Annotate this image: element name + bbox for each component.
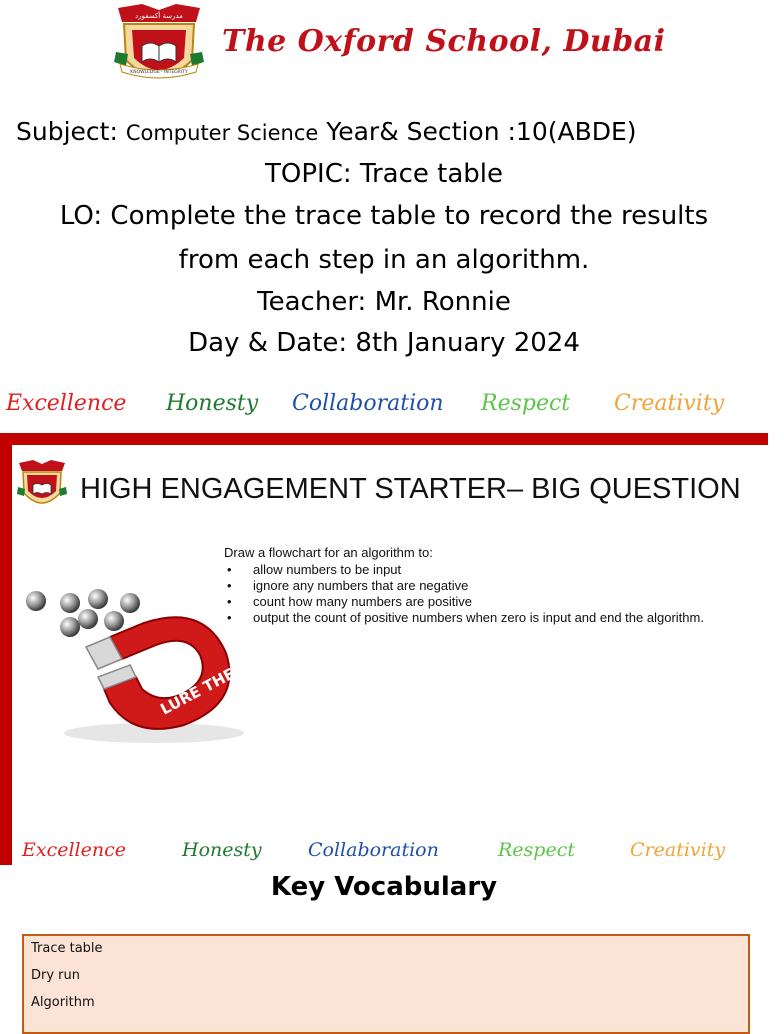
crest-banner-text: KNOWLEDGE · INTEGRITY [130,70,188,75]
list-item [224,562,764,578]
starter-slide-title: HIGH ENGAGEMENT STARTER– BIG QUESTION [80,473,741,505]
date-line: Day & Date: 8th January 2024 [188,328,580,358]
value-honesty: Honesty [182,839,262,861]
value-respect: Respect [498,839,575,861]
task-item-text: allow numbers to be input [253,562,402,577]
topic-line: TOPIC: Trace table [265,159,503,189]
value-respect: Respect [481,391,571,416]
task-intro: Draw a flowchart for an algorithm to: [224,545,433,560]
subject-label: Subject: [16,117,118,146]
value-excellence: Excellence [22,839,126,861]
task-description [224,545,764,626]
school-crest-small-icon [16,459,68,515]
school-values-row [0,391,768,425]
list-item [224,610,764,626]
school-name: The Oxford School, Dubai [222,24,666,59]
task-list [224,562,764,626]
starter-values-row [12,837,768,865]
list-item: Trace table [31,941,103,956]
subject-line [16,116,784,149]
list-item: Dry run [31,968,81,983]
magnet-icon [14,593,272,753]
list-item: Algorithm [31,995,95,1010]
vocabulary-title: Key Vocabulary [270,872,498,902]
value-collaboration: Collaboration [308,839,439,861]
bullet: • [227,578,232,593]
task-item-text: count how many numbers are positive [253,594,472,609]
bullet: • [227,610,232,625]
bullet: • [227,594,232,609]
value-creativity: Creativity [630,839,726,861]
list-item [224,578,764,594]
value-collaboration: Collaboration [292,391,444,416]
subject-value: Computer Science [125,121,319,145]
task-item-text: output the count of positive numbers when zero is input and end the algorithm. [253,610,704,625]
value-honesty: Honesty [166,391,259,416]
lo-line-2: from each step in an algorithm. [178,245,590,275]
section-value: & Section :10(ABDE) [379,117,637,146]
vocabulary-box [22,934,750,1034]
teacher-line: Teacher: Mr. Ronnie [257,287,511,317]
starter-slide-header [12,445,768,529]
magnet-slogan: LURE THEM IN [157,646,272,719]
value-excellence: Excellence [6,391,127,416]
starter-slide [0,433,768,865]
value-creativity: Creativity [614,391,725,416]
lo-line-1: LO: Complete the trace table to record the results [59,201,709,231]
school-header [0,0,768,100]
school-crest-icon [112,2,206,98]
year-label: Year [326,117,380,146]
crest-arabic-text: مدرسة أكسفورد [135,12,183,20]
list-item [224,594,764,610]
bullet: • [227,562,232,577]
starter-slide-content [12,445,768,837]
task-item-text: ignore any numbers that are negative [253,578,469,593]
